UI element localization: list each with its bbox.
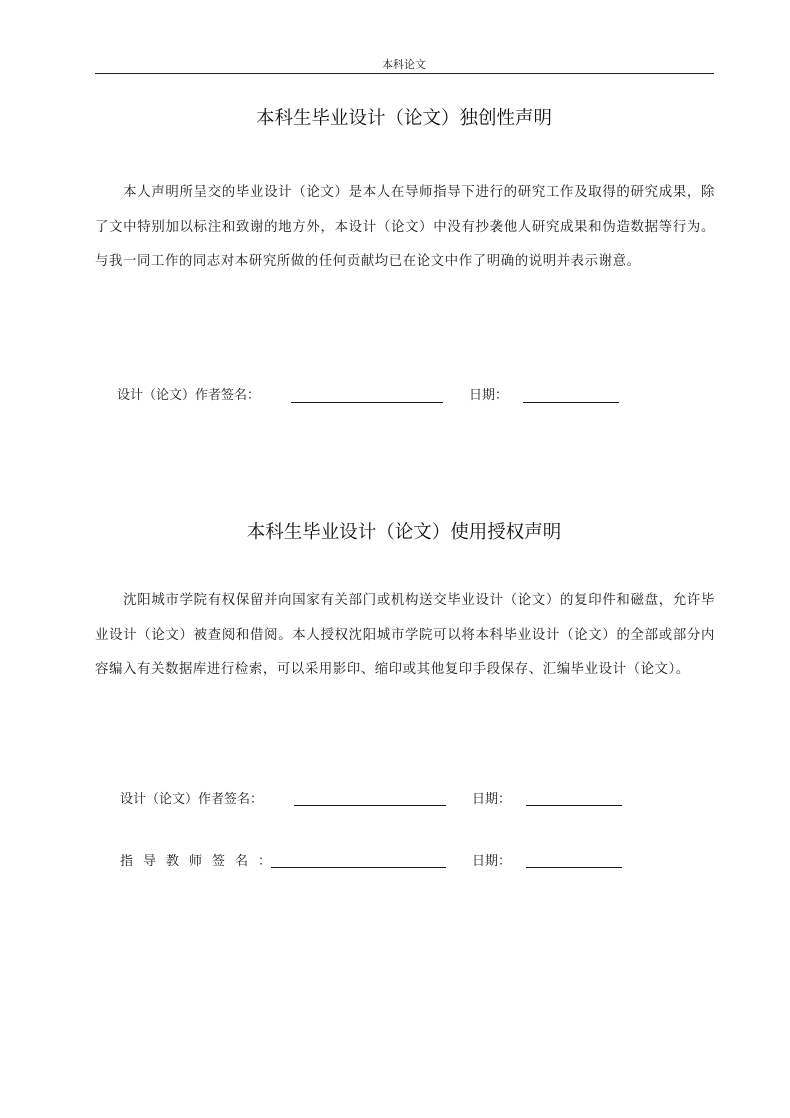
date-line[interactable] (523, 402, 619, 403)
advisor-date-line[interactable] (526, 867, 622, 868)
author-signature-line[interactable] (294, 805, 446, 806)
originality-title: 本科生毕业设计（论文）独创性声明 (255, 108, 552, 129)
advisor-signature-line[interactable] (271, 867, 446, 868)
author-signature-label: 设计（论文）作者签名： (117, 388, 261, 403)
author-signature-line[interactable] (291, 402, 443, 403)
advisor-signature-label: 指导教师签名： (120, 854, 282, 869)
advisor-date-label: 日期： (472, 854, 512, 869)
authorization-body: 沈阳城市学院有权保留并向国家有关部门或机构送交毕业设计（论文）的复印件和磁盘，允许毕业设计（论文）被查阅和借阅。本人授权沈阳城市学院可以将本科毕业设计（论文）的全部或部分内容编入有关数据库进行检索，可以采用影印、缩印或其他复印手段保存、汇编毕业设计（论文）。 (95, 593, 715, 677)
author-signature-label: 设计（论文）作者签名： (120, 792, 264, 807)
author-date-label: 日期： (472, 792, 512, 807)
author-date-line[interactable] (526, 805, 622, 806)
originality-body: 本人声明所呈交的毕业设计（论文）是本人在导师指导下进行的研究工作及取得的研究成果，除了文中特别加以标注和致谢的地方外，本设计（论文）中没有抄袭他人研究成果和伪造数据等行为。与我一同工作的同志对本研究所做的任何贡献均已在论文中作了明确的说明并表示谢意。 (95, 185, 715, 269)
running-header: 本科论文 (382, 58, 426, 71)
header-rule (95, 73, 714, 74)
authorization-title: 本科生毕业设计（论文）使用授权声明 (246, 522, 562, 543)
date-label: 日期： (469, 388, 509, 403)
